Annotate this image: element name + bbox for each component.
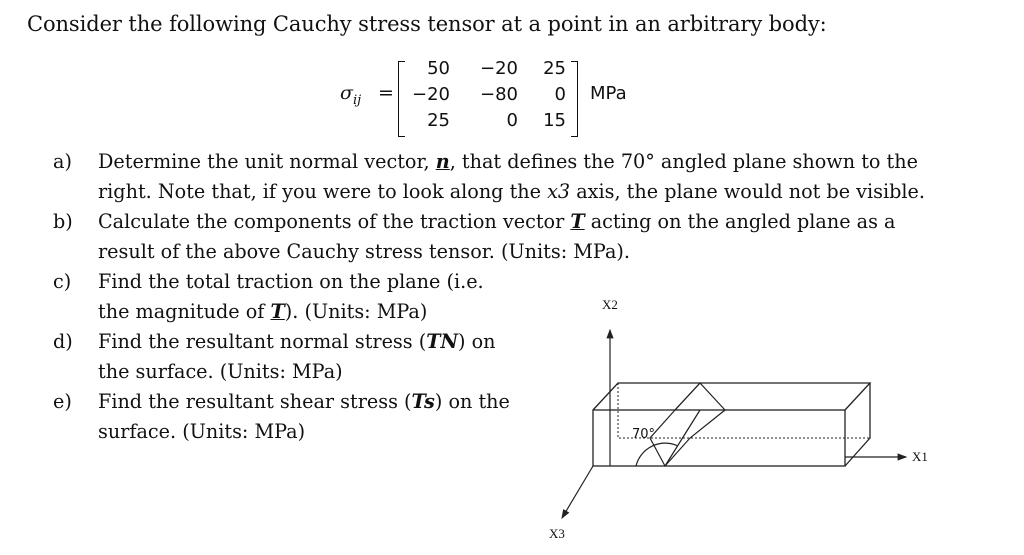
problem-intro: Consider the following Cauchy stress tensor at a point in an arbitrary body: xyxy=(27,12,827,36)
x2-axis-label: X2 xyxy=(602,297,618,312)
question-a-text-1: Determine the unit normal vector, xyxy=(98,150,436,173)
question-c-text-2: the magnitude of xyxy=(98,300,271,323)
question-a-text-4: axis, the plane would not be visible. xyxy=(570,180,926,203)
sigma-symbol: σ xyxy=(340,82,353,104)
question-c-text-1: Find the total traction on the plane (i.e. xyxy=(98,270,484,293)
x3-axis xyxy=(562,466,593,518)
question-d-label: d) xyxy=(53,330,73,353)
sigma-subscript: ij xyxy=(352,92,362,108)
question-a-text-3: right. Note that, if you were to look along the xyxy=(98,180,548,203)
angled-plane-edge xyxy=(665,410,700,466)
matrix-cell-21: −20 xyxy=(412,84,450,105)
angled-plane xyxy=(650,383,725,466)
question-b-text-1: Calculate the components of the traction vector xyxy=(98,210,571,233)
question-e-text-2: ) on the xyxy=(434,390,510,413)
matrix-cell-32: 0 xyxy=(506,110,518,131)
angle-label: 70° xyxy=(632,427,656,442)
question-e-text-1: Find the resultant shear stress ( xyxy=(98,390,412,413)
question-b-text-3: result of the above Cauchy stress tensor. (Units: MPa). xyxy=(98,240,630,263)
normal-stress-symbol: TN xyxy=(426,330,459,353)
x3-axis-ref: x3 xyxy=(547,180,571,203)
question-c-text-3: ). (Units: MPa) xyxy=(284,300,428,323)
matrix-cell-12: −20 xyxy=(480,58,518,79)
traction-magnitude-symbol: T xyxy=(270,300,285,323)
question-d-text-2: ) on xyxy=(458,330,496,353)
x3-axis-label: X3 xyxy=(549,526,565,541)
question-b-label: b) xyxy=(53,210,73,233)
x1-axis-label: X1 xyxy=(912,449,928,464)
matrix-cell-23: 0 xyxy=(554,84,566,105)
question-b-text-2: acting on the angled plane as a xyxy=(584,210,896,233)
question-c-label: c) xyxy=(53,270,72,293)
question-e-label: e) xyxy=(53,390,72,413)
equals-sign: = xyxy=(378,82,394,104)
question-a-text-2: , that defines the 70° angled plane shown to the xyxy=(449,150,918,173)
matrix-cell-22: −80 xyxy=(480,84,518,105)
block-right-face xyxy=(845,383,870,466)
matrix-cell-33: 15 xyxy=(543,110,566,131)
question-d-text-1: Find the resultant normal stress ( xyxy=(98,330,427,353)
matrix-cell-31: 25 xyxy=(427,110,450,131)
question-e-text-3: surface. (Units: MPa) xyxy=(98,420,306,443)
matrix-cell-13: 25 xyxy=(543,58,566,79)
block-top-face xyxy=(593,383,870,410)
matrix-cell-11: 50 xyxy=(427,58,450,79)
shear-stress-symbol: Ts xyxy=(411,390,435,413)
traction-vector-symbol: T xyxy=(570,210,585,233)
angled-plane-top xyxy=(675,383,700,410)
stress-unit: MPa xyxy=(590,83,627,104)
normal-vector-symbol: n xyxy=(435,150,450,173)
question-a-label: a) xyxy=(53,150,72,173)
question-d-text-3: the surface. (Units: MPa) xyxy=(98,360,343,383)
